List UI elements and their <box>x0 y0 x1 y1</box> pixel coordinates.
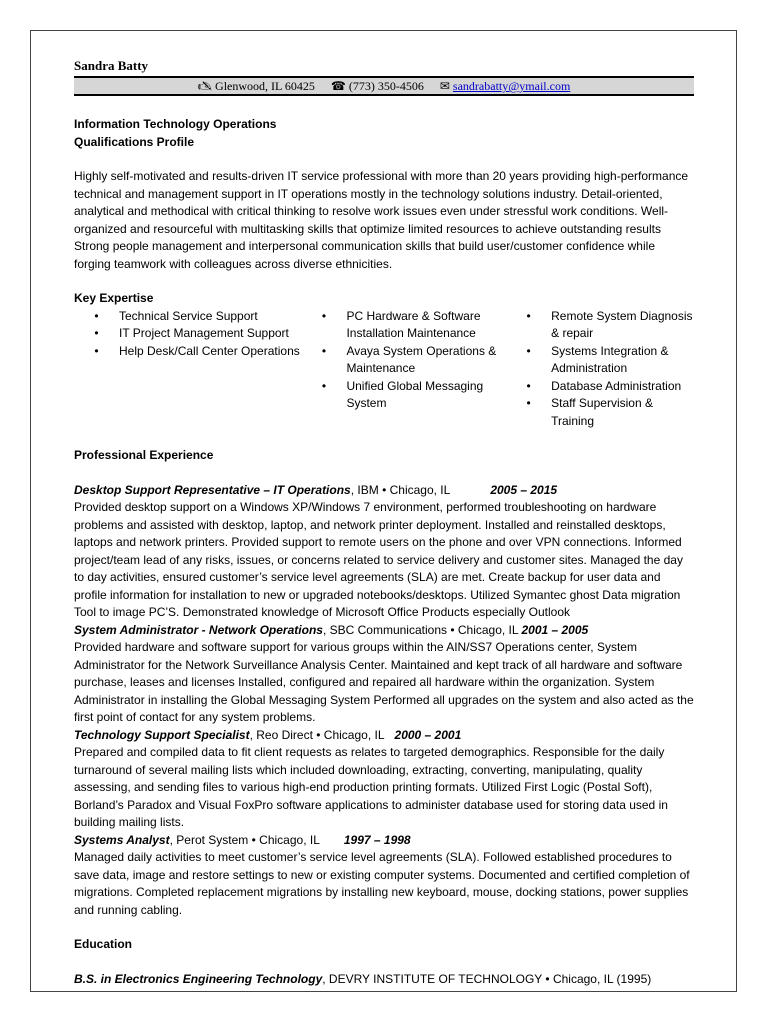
telephone-icon: ☎ <box>330 79 346 93</box>
contact-bar <box>74 76 694 96</box>
experience-heading: Professional Experience <box>74 448 214 462</box>
expertise-item: • PC Hardware & Software Installation Maintenance <box>321 308 481 340</box>
profile-summary: Highly self-motivated and results-driven IT service professional with more than 20 years providing high-performance technical and management support in IT operations mostly in the technology solutions industry. Detail-oriented, analytical and methodical with critical thinking to resolve work issues even under stressful work conditions. Well-organized and resourceful with multitasking skills that optimize limited resources to achieve outstanding results Strong people management and interpersonal communication skills that build user/customer confidence while forging teamwork with colleagues across diverse ethnicities. <box>74 169 689 271</box>
job-header: System Administrator - Network Operations, SBC Communications • Chicago, IL 2001 – 2005 <box>74 622 589 637</box>
job-description: Managed daily activities to meet customer’s service level agreements (SLA). Followed established procedures to save data, image and restore settings to new or existing computer systems. Documented and certified completion of migrations. Completed replacement migrations by installing new keyboard, mouse, docking stations, power supplies and running cabling. <box>74 850 690 917</box>
expertise-column-1 <box>74 308 301 431</box>
job-header: Desktop Support Representative – IT Operations, IBM • Chicago, IL 2005 – 2015 <box>74 482 558 497</box>
expertise-item: • Unified Global Messaging System <box>321 378 484 410</box>
job-description: Provided hardware and software support for various groups within the AIN/SS7 Operations center, System Administrator for the Network Surveillance Analysis Center. Maintained and kept track of all hardware and software purchase, leases and licenses Installed, configured and repaired all hardware within the organization. System Administrator in installing the Global Messaging System Performed all upgrades on the system and also acted as the first point of contact for any system problems. <box>74 640 694 724</box>
email-link[interactable]: sandrabatty@ymail.com <box>452 79 571 93</box>
envelope-hand-icon: 🖎 <box>197 79 213 93</box>
expertise-item: • Technical Service Support <box>94 308 258 323</box>
job-description: Prepared and compiled data to fit client requests as relates to targeted demographics. Responsible for the daily turnaround of several mailing lists which included downloading, extracting, converting, manipulating, quality assessing, and sending files to various high-end production printing formats. Utilized First Logic (Postal Soft), Borland’s Paradox and Visual FoxPro software applications to administer database used for storing data used in building mailing lists. <box>74 745 668 829</box>
job-description: Provided desktop support on a Windows XP/Windows 7 environment, performed troubleshooting on hardware problems and assisted with desktop, laptop, and network printer deployment. Installed and reinstalled desktops, laptops and network printers. Provided support to remote users on the phone and over VPN connections. Informed project/team lead of any risks, issues, or concerns related to service delivery and customer sites. Managed the day to day activities, ensured customer’s service level agreements (SLA) are met. Create backup for user data and profile information for installation to new or upgraded notebooks/desktops. Utilized Symantec ghost Data migration Tool to image PC’S. Demonstrated knowledge of Microsoft Office Products especially Outlook <box>74 500 683 619</box>
job-header: Systems Analyst, Perot System • Chicago, IL 1997 – 1998 <box>74 832 411 847</box>
expertise-column-3 <box>506 308 694 431</box>
expertise-list <box>74 308 694 431</box>
candidate-name: Sandra Batty <box>74 58 149 73</box>
expertise-item: • Help Desk/Call Center Operations <box>94 343 300 358</box>
profile-heading: Qualifications Profile <box>74 134 195 149</box>
location-text: Glenwood, IL 60425 <box>215 79 315 93</box>
education-entry: B.S. in Electronics Engineering Technology, DEVRY INSTITUTE OF TECHNOLOGY • Chicago, IL (1995) <box>74 971 652 986</box>
expertise-item: • Remote System Diagnosis & repair <box>526 308 693 340</box>
resume-title: Information Technology Operations <box>74 117 277 131</box>
resume-content <box>74 58 694 988</box>
education-heading: Education <box>74 937 133 951</box>
resume-page <box>30 30 737 992</box>
expertise-column-2 <box>301 308 506 431</box>
envelope-icon: ✉ <box>439 79 450 93</box>
expertise-item: • IT Project Management Support <box>94 326 289 340</box>
expertise-item: • Staff Supervision & Training <box>526 396 653 428</box>
expertise-heading: Key Expertise <box>74 291 154 305</box>
expertise-item: • Database Administration <box>526 378 682 393</box>
expertise-item: • Avaya System Operations & Maintenance <box>321 343 497 375</box>
expertise-item: • Systems Integration & Administration <box>526 343 669 375</box>
phone-text: (773) 350-4506 <box>348 79 424 93</box>
job-header: Technology Support Specialist, Reo Direct • Chicago, IL 2000 – 2001 <box>74 727 462 742</box>
